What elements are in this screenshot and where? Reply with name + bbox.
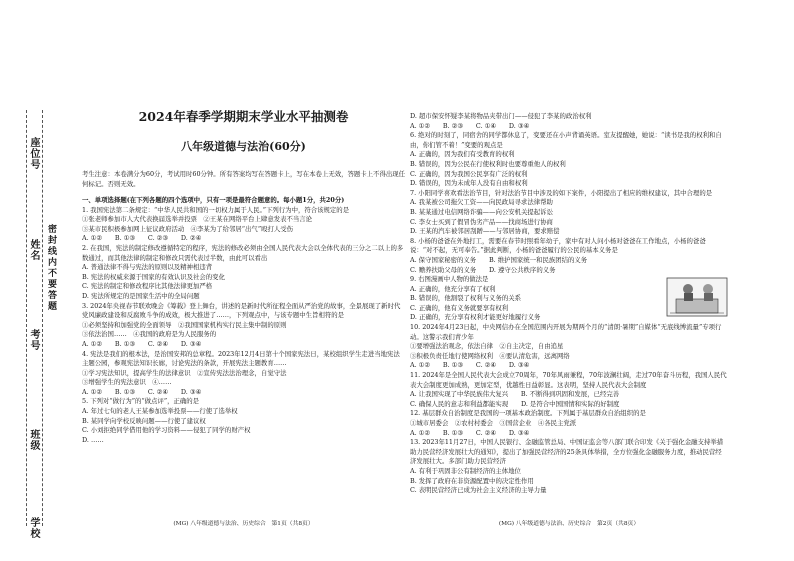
cartoon-image bbox=[666, 277, 728, 317]
question-line: 7. 小阳同学喜欢看法治节目，针对法治节目中涉及的如下案件，小阳提出了相应的维权建议，其中合理的是 bbox=[410, 188, 713, 197]
answer-option: B. 某同学向学校反映问题——行使了建议权 bbox=[82, 416, 206, 425]
answer-options: A. ①② B. ②③ C. ①④ D. ③④ bbox=[410, 121, 530, 130]
question-line: 6. 绝对的时刻了，同宿舍的同学都休息了，变要还在小声背诵英语。室友提醒她，她说：“读书是我的权利和自由，你们管不着！”变要的观点是 bbox=[410, 131, 722, 149]
answer-option: C. 确保人民的意志和利益都能实现 D. 是符合中国国情和实际的好制度 bbox=[410, 399, 620, 408]
cartoon-illustration bbox=[666, 277, 728, 317]
answer-option: C. 宪法的制定和修改程序比其他法律更加严格 bbox=[82, 282, 213, 291]
answer-option: C. 小刘拒绝同学借用他的学习资料——侵犯了同学的财产权 bbox=[82, 426, 251, 435]
answer-option: A. 正确的，因为我们有受教育的权利 bbox=[410, 150, 515, 159]
answer-option: B. 某某通过电信网络诈骗——向公安机关提起诉讼 bbox=[410, 207, 553, 216]
answer-option: D. 正确的，充分享有权利才能更好地履行义务 bbox=[410, 313, 541, 322]
answer-option: C. 表明民营经济已成为社会主义经济的主导力量 bbox=[410, 486, 547, 495]
question-line: ③增强学生的宪法意识 ④…… bbox=[82, 378, 172, 387]
answer-option: B. 错误的，他割裂了权利与义务的关系 bbox=[410, 294, 522, 303]
question-line: 2. 在我国，宪法的制定修改遵循特定的程序，宪法的修改必须由全国人民代表大会以全体代表的三分之二以上的多数通过，而其他法律的制定和修改只需代表过半数，由此可以看出 bbox=[82, 243, 404, 262]
question-line: ①必须坚持和加强党的全面领导 ②我国国家机构实行民主集中制的原则 bbox=[82, 320, 287, 329]
answer-option: A. 让我国实现了中华民族伟大复兴 B. 不断得到巩固和发展，已经完善 bbox=[410, 390, 620, 399]
answer-option: A. 年过七旬的老人王某参加选举投票——行使了选举权 bbox=[82, 407, 238, 416]
binding-line-outer bbox=[26, 110, 27, 526]
answer-options: A. ①② B. ①③ C. ②④ D. ③④ bbox=[82, 387, 202, 396]
name-label: 姓名 bbox=[30, 240, 41, 262]
right-questions bbox=[410, 112, 728, 496]
question-line: 3. 2024年央视春节联欢晚会《筹载》登上舞台，讲述的是新时代所征程全面从严治党的故事，全景展现了新时代党风廉政建设和反腐败斗争的成效，极大推进了……，下列观点中，与该专题中生旨相符的是 bbox=[82, 301, 401, 320]
question-line: 11. 2024年是全国人民代表大会成立70周年，70年风雨兼程，70年波澜壮阔，走过70年奋斗历程，我国人民代表大会制度更加成熟，更加定型，优越性日益彰显。这表明，坚持人民代表大会制度 bbox=[410, 371, 727, 389]
page-footer-left: (MG) 八年级道德与法治、历史综合 第1页（共8页） bbox=[173, 521, 314, 527]
answer-option: C. 李女士买到了假冒伪劣产品——找商场进行协商 bbox=[410, 217, 553, 226]
section-heading: 一、单项选择题(在下列各题的四个选项中，只有一项是最符合题意的。每小题1分，共20分) bbox=[82, 196, 345, 204]
answer-option: D. 超市保安怀疑李某将物品夹带出门——侵犯了李某的政治权利 bbox=[410, 112, 592, 120]
binding-warning: 密封线内不要答题 bbox=[48, 225, 59, 312]
answer-option: D. 错误的，因为未成年人没有自由和权利 bbox=[410, 179, 528, 188]
exam-subtitle: 八年级道德与法治(60分) bbox=[181, 140, 306, 153]
binding-strip bbox=[0, 0, 60, 561]
answer-option: C. 赡养扶助父母的义务 D. 遵守公共秩序的义务 bbox=[410, 265, 556, 274]
question-line: ①要增强法治观念，依法自律 ②自主决定，自由追星 bbox=[410, 342, 564, 351]
answer-option: B. 宪法的权威来源于国家的有效认识及社会的变化 bbox=[82, 272, 225, 281]
answer-option: B. 发挥了政府在非资源配置中的决定性作用 bbox=[410, 476, 534, 485]
answer-option: B. 错误的，因为公民在行使权利时也要尊重他人的权利 bbox=[410, 159, 566, 168]
exam-title: 2024年春季学期期末学业水平抽测卷 bbox=[138, 109, 349, 124]
answer-option: D. 王某的汽车被邻居刮蹭——与邻居协商，要求赔偿 bbox=[410, 227, 560, 236]
question-line: ①城市居委会 ②农村村委会 ③国营企业 ④各民主党派 bbox=[410, 419, 577, 427]
question-line: ①学习宪法知识，提高学生的法律意识 ②宣传宪法法治理念，自觉守法 bbox=[82, 368, 287, 377]
question-line: 1. 我国宪法第二条规定：“中华人民共和国的一切权力属于人民。”下列行为中，符合该规定的是 bbox=[82, 205, 350, 214]
answer-options: A. ①② B. ①③ C. ②④ D. ③④ bbox=[410, 428, 530, 437]
question-line: 10. 2024年4月23日起，中央网信办在全国范围内开展为期两个月的“清朗·暑期”自媒体“无底线博流量”专项行动。这警示我们青少年 bbox=[410, 323, 722, 341]
answer-option: A. 保守国家秘密的义务 B. 维护国家统一和民族团结的义务 bbox=[410, 255, 588, 264]
page-footer-right: (MG) 八年级道德与法治、历史综合 第2页（共8页） bbox=[498, 521, 640, 527]
question-line: ③依法治国…… ④我国的政府是为人民服务的 bbox=[82, 330, 217, 339]
question-line: ③某市民积极参加网上征议政府活动 ④李某为了给邻居“出气”殴打人受伤 bbox=[82, 224, 294, 233]
left-questions bbox=[82, 196, 405, 445]
question-line: 8. 小杨的爸爸在外地打工，需要在春节时照看年幼子，家中有对人问小杨对爸爸在工作地点，小杨的爸爸说：“对不起，无可奉告。”据此判断，小杨的爸爸履行的公民的基本义务是 bbox=[410, 236, 706, 255]
question-line: 5. 下列对“做行为”的“做点评”，正确的是 bbox=[82, 397, 200, 406]
question-line: 9. 右图漫画中人物的做法是 bbox=[410, 275, 489, 284]
answer-option: A. 正确的，他充分享有了权利 bbox=[410, 284, 496, 293]
answer-option: D. …… bbox=[82, 435, 104, 444]
question-line: ①张老师参加市人大代表换届选举并投票 ②王某在网络平台上肆意发表不当言论 bbox=[82, 215, 313, 224]
answer-option: D. 宪法所规定的是国家生活中的全局问题 bbox=[82, 291, 200, 300]
school-label: 学校 bbox=[30, 518, 41, 540]
exam-notice: 考生注意：本卷满分为60分，考试用时60分钟。所有答案均写在答题卡上，写在本卷上无效，答题卡上不得出现任何标记。否则无效。 bbox=[82, 170, 406, 188]
answer-option: A. 有利于巩固非公有制经济的主体地位 bbox=[410, 466, 521, 475]
answer-options: A. ①② B. ①③ C. ②④ D. ③④ bbox=[82, 339, 202, 348]
class-label: 班级 bbox=[30, 430, 41, 452]
answer-options: A. ①② B. ①③ C. ②③ D. ②④ bbox=[82, 234, 202, 243]
question-line: 4. 宪法是我们的根本法，是治国安邦的总章程。2023年12月4日第十个国家宪法日，某校组织学生走进当地宪法主题公园，参观宪法知识长廊，讨论宪法的条款，开展宪法主题教育…… bbox=[82, 349, 400, 368]
seat-number-label: 座位号 bbox=[30, 138, 41, 171]
exam-number-label: 考号 bbox=[30, 330, 41, 352]
question-line: ③积极负责任地行使网络权利 ④要认清危害，远离网络 bbox=[410, 351, 570, 360]
question-line: 13. 2023年11月27日，中国人民银行、金融监管总局、中国证监会等八部门联合印发《关于强化金融支持举措助力民营经济发展壮大的通知》，提出了加强民营经济的25条具体举措，全方位强化金融服务力度，推动民营经济发展壮大。多部门助力民营经济 bbox=[410, 438, 724, 466]
question-line: 12. 基层群众自治制度是我国的一项基本政治制度。下列属于基层群众自治组织的是 bbox=[410, 409, 646, 418]
answer-option: C. 正确的，因为我国公民享有广泛的权利 bbox=[410, 169, 528, 178]
answer-option: C. 正确的，他有义务就要享有权利 bbox=[410, 303, 509, 312]
binding-line-inner bbox=[42, 110, 43, 526]
answer-option: A. 普通法律不得与宪法的原则以及精神相违背 bbox=[82, 263, 213, 272]
answer-options: A. ①② B. ①③ C. ②④ D. ③④ bbox=[410, 361, 530, 370]
answer-option: A. 我某被公司拖欠工资——向民政局寻求法律帮助 bbox=[410, 198, 553, 207]
